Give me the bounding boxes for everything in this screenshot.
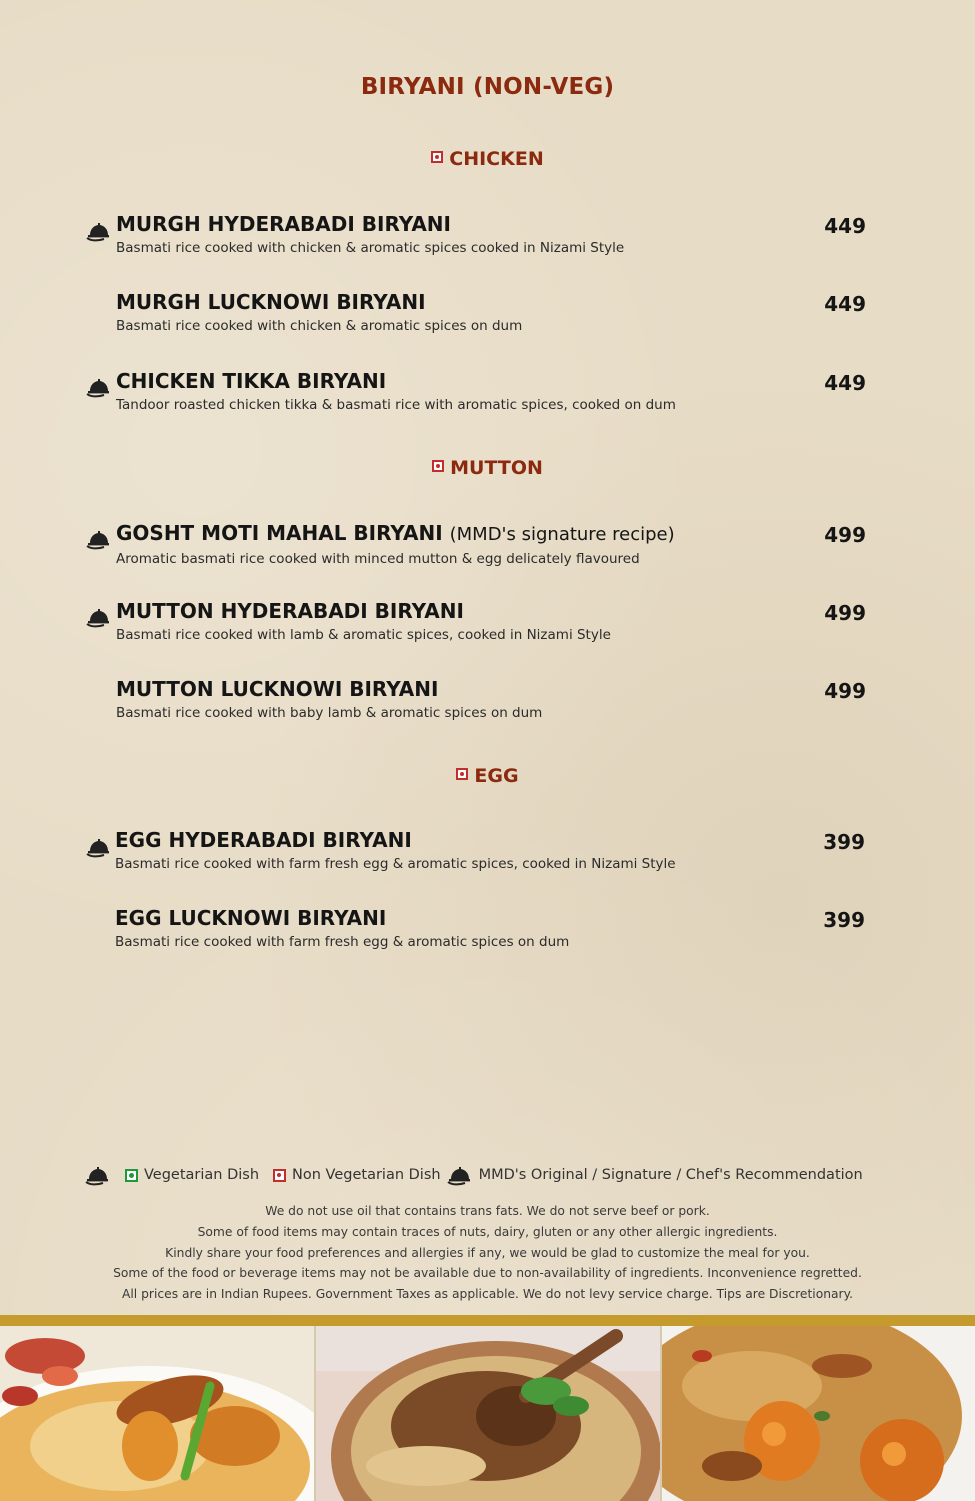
note-line: Some of the food or beverage items may not be available due to non-availability of ingredients. Inconvenience regretted. <box>113 1266 862 1281</box>
item-price: 499 <box>824 679 866 703</box>
item-note: (MMD's signature recipe) <box>449 524 675 545</box>
section-heading-label: MUTTON <box>450 457 543 479</box>
item-price: 499 <box>824 601 866 625</box>
accent-bar <box>0 1315 975 1326</box>
item-name: MURGH HYDERABADI BIRYANI <box>116 212 451 236</box>
menu-item <box>116 599 866 643</box>
item-name: EGG LUCKNOWI BIRYANI <box>115 906 387 930</box>
item-price: 449 <box>824 371 866 395</box>
cloche-icon <box>447 1164 473 1186</box>
biryani-photo-egg <box>660 1326 975 1501</box>
section-heading-chicken <box>0 148 975 170</box>
nonveg-mark-icon <box>431 151 443 163</box>
menu-item <box>116 212 866 256</box>
item-price: 499 <box>824 523 866 547</box>
nonveg-mark-icon <box>273 1169 286 1182</box>
item-name: MUTTON LUCKNOWI BIRYANI <box>116 677 439 701</box>
menu-item <box>115 906 865 950</box>
legend-nonveg-label: Non Vegetarian Dish <box>292 1167 441 1183</box>
item-name: EGG HYDERABADI BIRYANI <box>115 828 412 852</box>
item-description: Basmati rice cooked with chicken & aromatic spices cooked in Nizami Style <box>116 240 625 256</box>
item-name: MUTTON HYDERABADI BIRYANI <box>116 599 464 623</box>
menu-item <box>116 521 866 567</box>
note-line: All prices are in Indian Rupees. Government Taxes as applicable. We do not levy service charge. Tips are Discretionary. <box>121 1287 854 1302</box>
nonveg-mark-icon <box>456 768 468 780</box>
note-line: Kindly share your food preferences and allergies if any, we would be glad to customize the meal for you. <box>165 1245 810 1260</box>
note-line: We do not use oil that contains trans fats. We do not serve beef or pork. <box>265 1204 710 1218</box>
item-name: CHICKEN TIKKA BIRYANI <box>116 369 387 393</box>
biryani-photo-chicken <box>0 1326 314 1501</box>
item-name: MURGH LUCKNOWI BIRYANI <box>116 290 426 314</box>
item-description: Basmati rice cooked with farm fresh egg & aromatic spices, cooked in Nizami Style <box>115 856 676 872</box>
item-name <box>116 521 866 547</box>
menu-item <box>115 828 865 872</box>
veg-mark-icon <box>125 1169 138 1182</box>
item-price: 449 <box>824 214 866 238</box>
item-description: Basmati rice cooked with lamb & aromatic spices, cooked in Nizami Style <box>116 627 611 643</box>
section-heading-label: CHICKEN <box>449 148 544 170</box>
item-description: Aromatic basmati rice cooked with minced mutton & egg delicately flavoured <box>116 551 640 567</box>
legend-signature-label: MMD's Original / Signature / Chef's Recommendation <box>478 1167 863 1183</box>
cloche-icon <box>86 528 112 550</box>
menu-item <box>116 369 866 413</box>
cloche-icon <box>86 376 112 398</box>
section-heading-egg <box>0 765 975 787</box>
item-price: 399 <box>823 908 865 932</box>
item-description: Basmati rice cooked with chicken & aromatic spices on dum <box>116 318 523 334</box>
legend-veg-label: Vegetarian Dish <box>144 1167 260 1183</box>
cloche-icon <box>86 836 112 858</box>
section-heading-mutton <box>0 457 975 479</box>
note-line: Some of food items may contain traces of nuts, dairy, gluten or any other allergic ingredients. <box>197 1224 778 1239</box>
menu-item <box>116 290 866 334</box>
menu-item <box>116 677 866 721</box>
photo-strip <box>0 1326 975 1501</box>
disclaimer-notes <box>0 1201 975 1305</box>
item-description: Tandoor roasted chicken tikka & basmati rice with aromatic spices, cooked on dum <box>116 397 676 413</box>
cloche-icon <box>86 220 112 242</box>
item-name-text: GOSHT MOTI MAHAL BIRYANI <box>116 521 443 545</box>
page-title: BIRYANI (NON-VEG) <box>360 74 615 100</box>
section-heading-label: EGG <box>474 765 519 787</box>
item-description: Basmati rice cooked with farm fresh egg & aromatic spices on dum <box>115 934 570 950</box>
legend <box>85 1164 885 1186</box>
item-price: 399 <box>823 830 865 854</box>
biryani-photo-mutton <box>314 1326 661 1501</box>
cloche-icon <box>85 1164 111 1186</box>
item-description: Basmati rice cooked with baby lamb & aromatic spices on dum <box>116 705 543 721</box>
item-price: 449 <box>824 292 866 316</box>
nonveg-mark-icon <box>432 460 444 472</box>
cloche-icon <box>86 606 112 628</box>
